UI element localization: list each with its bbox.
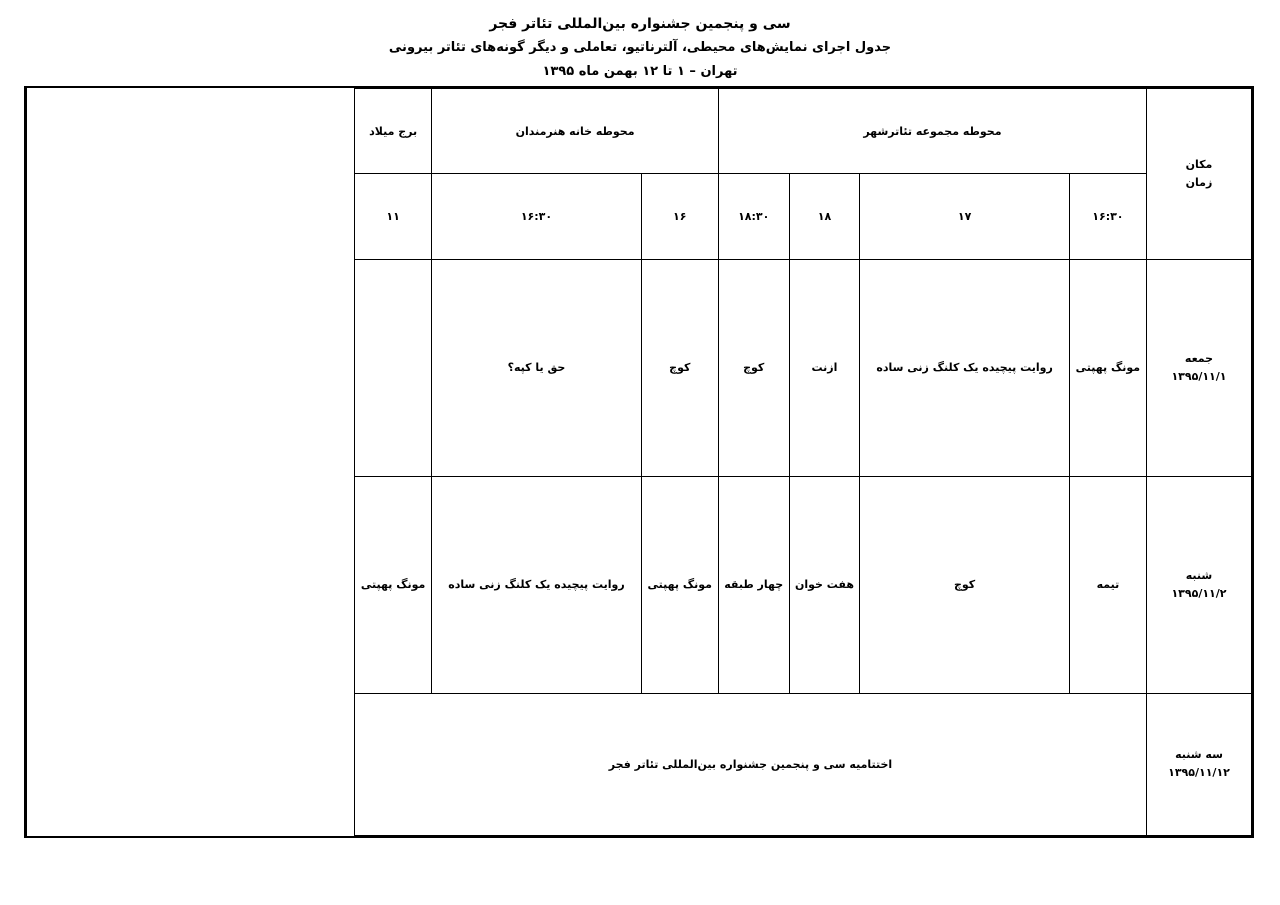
row-header [1147,89,1252,260]
time-header: ۱۶ [641,174,718,259]
title-line-1: سی و پنجمین جشنواره بین‌المللی تئاتر فجر [489,16,791,32]
show-cell [860,476,1069,693]
title-line-2: جدول اجرای نمایش‌های محیطی، آلترناتیو، تعاملی و دیگر گونه‌های تئاتر بیرونی [388,40,892,55]
schedule-row [355,259,1252,476]
document-title [0,0,1280,84]
day-name: شنبه [1185,568,1213,582]
show-cell [355,259,432,476]
day-cell [1147,259,1252,476]
closing-row [355,693,1252,835]
schedule-frame [24,86,1254,838]
time-header: ۱۶:۳۰ [432,174,641,259]
day-cell [1147,693,1252,835]
show-cell [789,476,860,693]
show-title: کوچ [669,361,691,375]
show-cell [789,259,860,476]
time-label: زمان [1185,175,1213,189]
show-cell [432,476,641,693]
show-title: روایت پیچیده یک کلنگ زنی ساده [876,361,1053,375]
show-title: مونگ پهپتی [1075,361,1141,375]
day-name: سه شنبه [1175,748,1223,762]
time-header: ۱۱ [355,174,432,259]
show-cell [641,476,718,693]
schedule-row [355,476,1252,693]
show-title: تیمه [1096,578,1120,592]
time-header: ۱۸:۳۰ [718,174,789,259]
venue-header-2: محوطه خانه هنرمندان [432,89,719,174]
show-title: مونگ پهپتی [360,578,426,592]
venue-header-3: برج میلاد [355,89,432,174]
show-cell [860,259,1069,476]
show-cell [432,259,641,476]
show-title: هفت خوان [794,578,854,592]
day-name: جمعه [1184,351,1214,365]
show-cell [355,476,432,693]
show-title: کوچ [953,578,976,592]
closing-text: اختتامیه سی و پنجمین جشنواره بین‌المللی تئاتر فجر [355,693,1147,835]
notes-column [26,88,356,836]
show-title: روایت پیچیده یک کلنگ زنی ساده [448,578,625,592]
title-line-3: تهران – ۱ تا ۱۲ بهمن ماه ۱۳۹۵ [542,64,738,79]
schedule-table [354,88,1252,836]
time-header: ۱۸ [789,174,860,259]
place-label: مکان [1185,157,1213,171]
show-cell [641,259,718,476]
show-cell [1069,476,1146,693]
show-cell [718,259,789,476]
venue-header-1: محوطه مجموعه تئاتر‌شهر [718,89,1146,174]
show-title: ازنت [811,361,838,375]
time-header: ۱۶:۳۰ [1069,174,1146,259]
show-title: حق یا کپه؟ [507,361,566,375]
show-title: کوچ [743,361,765,375]
show-title: چهار طبقه [724,578,784,592]
day-cell [1147,476,1252,693]
day-date: ۱۳۹۵/۱۱/۱۲ [1168,766,1230,780]
show-cell [1069,259,1146,476]
show-cell [718,476,789,693]
day-date: ۱۳۹۵/۱۱/۱ [1171,369,1227,383]
day-date: ۱۳۹۵/۱۱/۲ [1171,586,1227,600]
time-header: ۱۷ [860,174,1069,259]
show-title: مونگ پهپتی [647,578,712,592]
